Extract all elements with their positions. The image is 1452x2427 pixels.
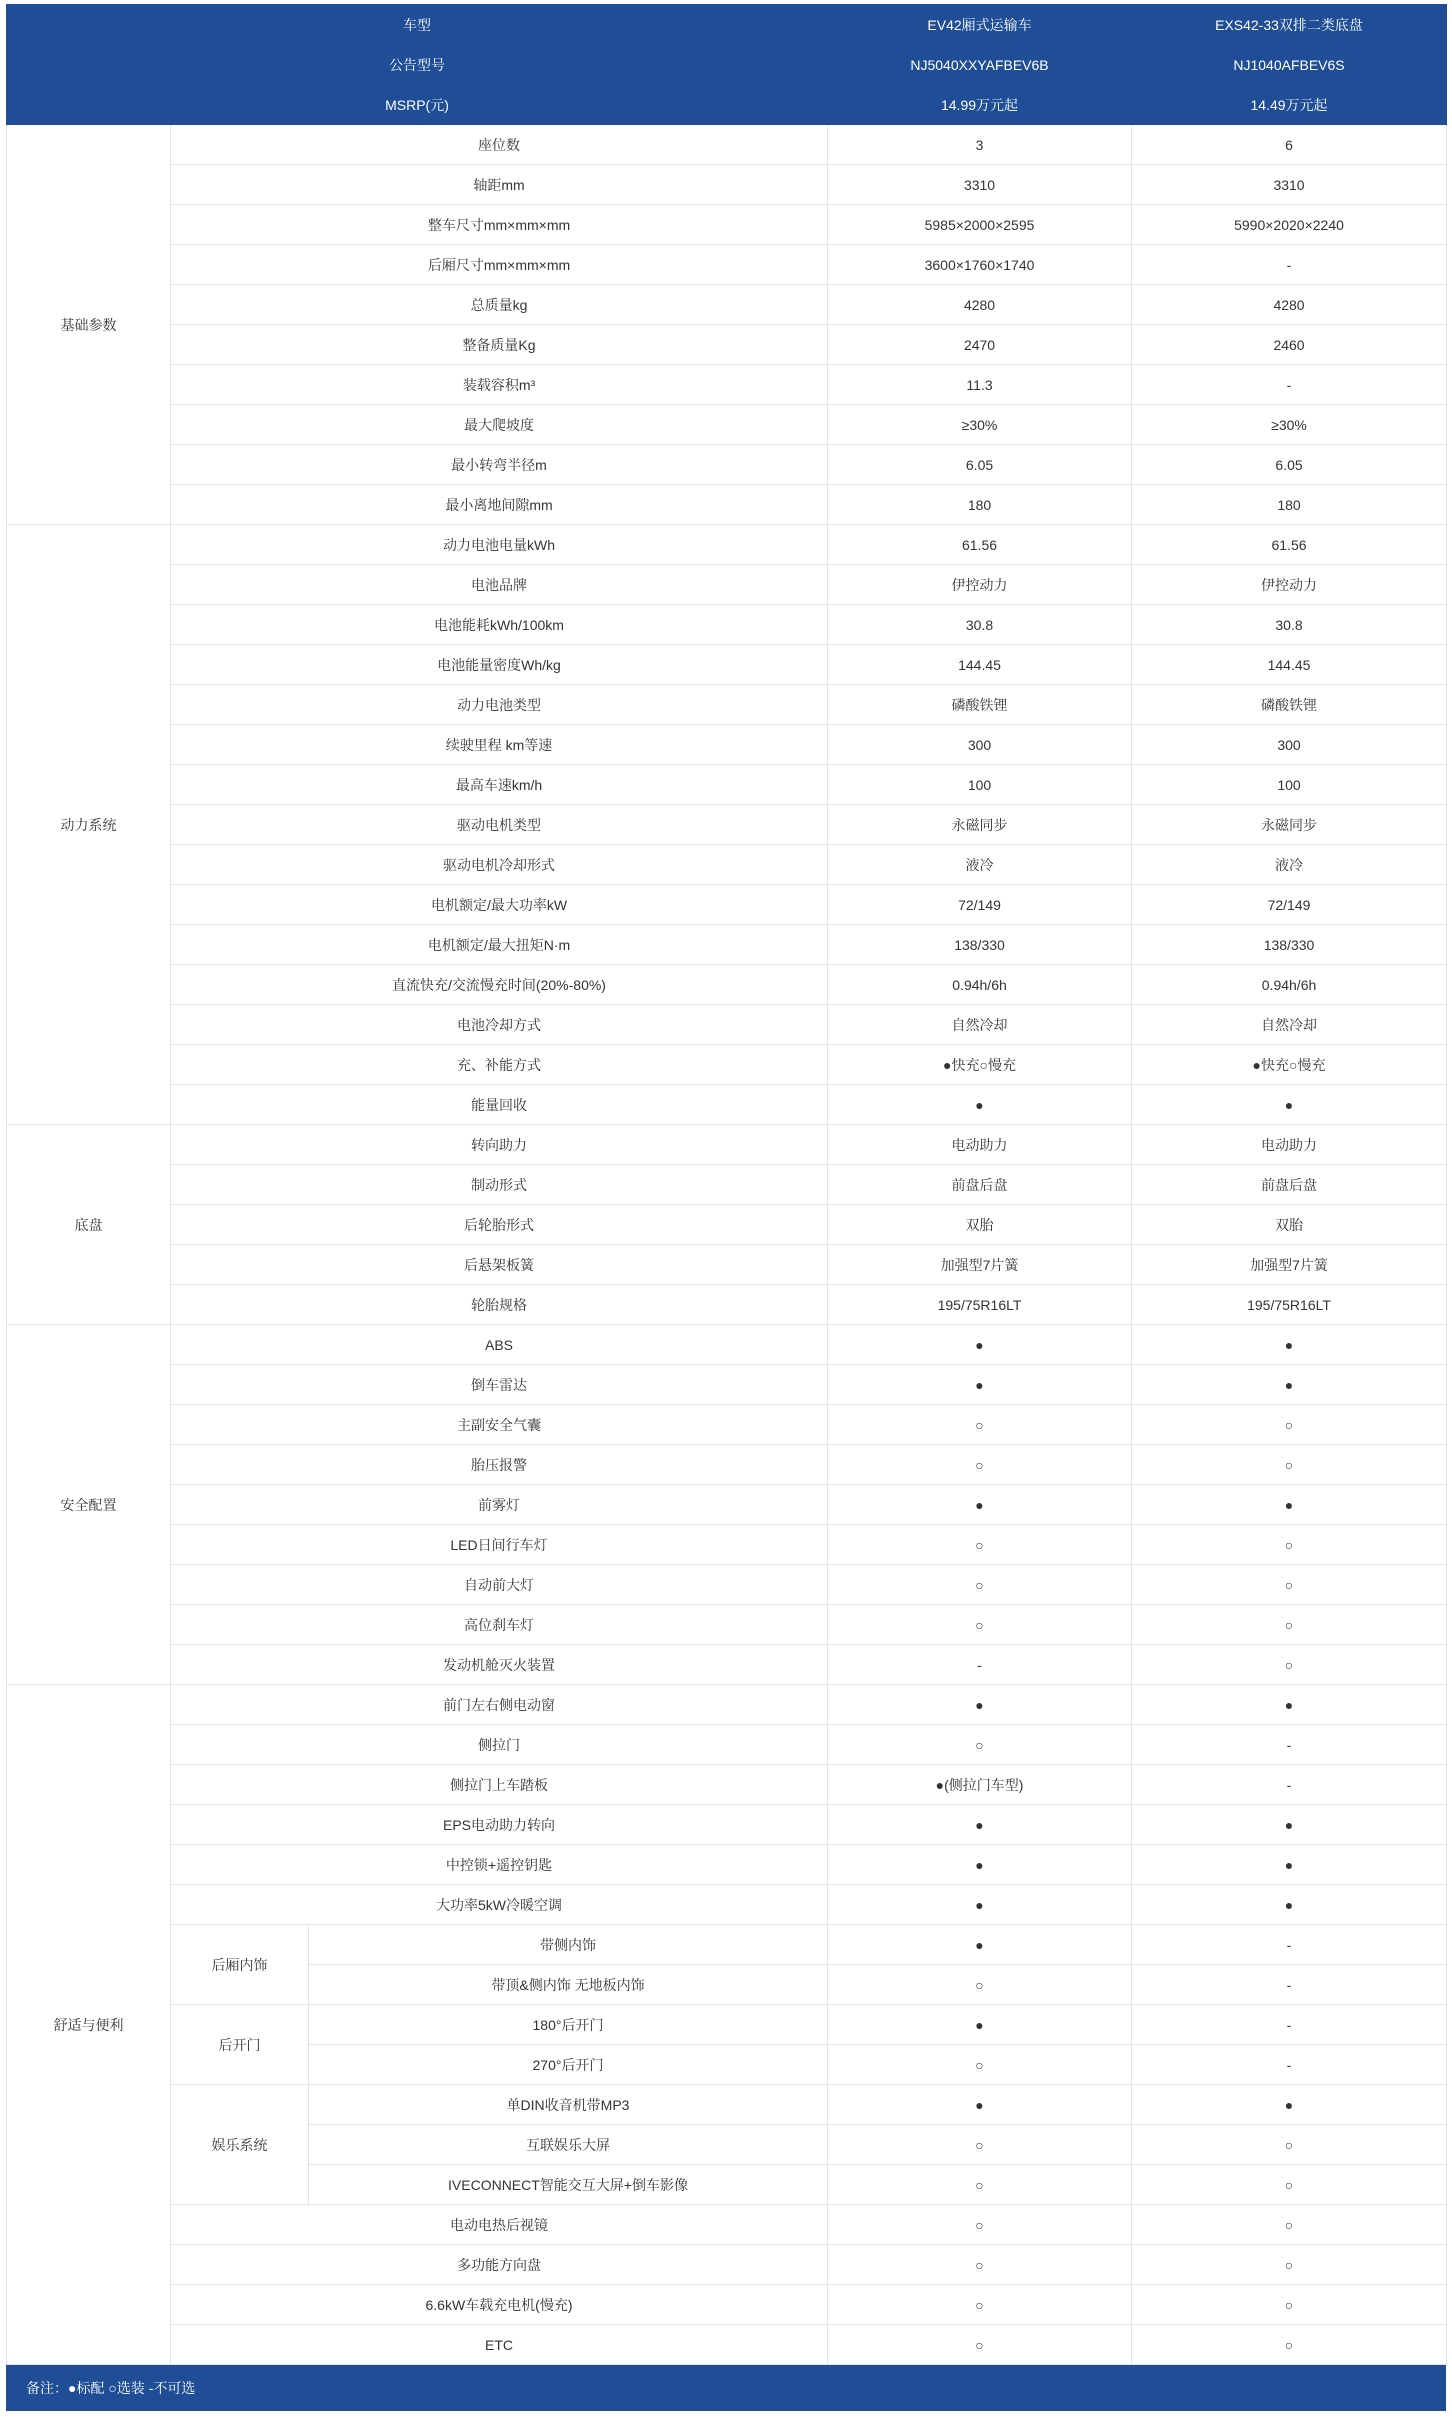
spec-value-model-2: 伊控动力 — [1132, 565, 1447, 605]
table-row — [7, 245, 1447, 285]
table-row — [7, 1205, 1447, 1245]
spec-value-model-2: 永磁同步 — [1132, 805, 1447, 845]
spec-value-model-1: 0.94h/6h — [828, 965, 1132, 1005]
spec-value-model-1: ○ — [828, 1405, 1132, 1445]
spec-value-model-1: 30.8 — [828, 605, 1132, 645]
spec-label: 倒车雷达 — [171, 1365, 828, 1405]
table-row — [7, 2245, 1447, 2285]
spec-value-model-2: ≥30% — [1132, 405, 1447, 445]
spec-label: 总质量kg — [171, 285, 828, 325]
spec-value-model-1: ● — [828, 1485, 1132, 1525]
spec-value-model-1: 伊控动力 — [828, 565, 1132, 605]
spec-value-model-1: ○ — [828, 2045, 1132, 2085]
table-row — [7, 1765, 1447, 1805]
spec-label: 胎压报警 — [171, 1445, 828, 1485]
spec-value-model-1: 2470 — [828, 325, 1132, 365]
spec-value-model-1: ● — [828, 1685, 1132, 1725]
spec-value-model-2: ● — [1132, 1805, 1447, 1845]
table-row — [7, 1685, 1447, 1725]
spec-value-model-1: - — [828, 1645, 1132, 1685]
table-row — [7, 205, 1447, 245]
spec-value-model-2: 双胎 — [1132, 1205, 1447, 1245]
table-row — [7, 1605, 1447, 1645]
spec-value-model-1: 138/330 — [828, 925, 1132, 965]
spec-value-model-1: ○ — [828, 2285, 1132, 2325]
spec-value-model-2: ● — [1132, 1365, 1447, 1405]
spec-value-model-2: ○ — [1132, 1445, 1447, 1485]
table-row — [7, 1645, 1447, 1685]
spec-label: 多功能方向盘 — [171, 2245, 828, 2285]
table-row — [7, 1125, 1447, 1165]
spec-value-model-2: ○ — [1132, 1645, 1447, 1685]
header-model-1: EV42厢式运输车 — [828, 5, 1132, 45]
spec-label: 电池品牌 — [171, 565, 828, 605]
spec-value-model-2: ○ — [1132, 2165, 1447, 2205]
spec-value-model-2: ○ — [1132, 1525, 1447, 1565]
table-row — [7, 325, 1447, 365]
header-row-model — [7, 5, 1447, 45]
spec-value-model-1: 61.56 — [828, 525, 1132, 565]
table-row — [7, 1845, 1447, 1885]
spec-value-model-2: 0.94h/6h — [1132, 965, 1447, 1005]
spec-label: 最高车速km/h — [171, 765, 828, 805]
spec-value-model-2: 144.45 — [1132, 645, 1447, 685]
spec-value-model-2: 138/330 — [1132, 925, 1447, 965]
spec-value-model-2: ● — [1132, 2085, 1447, 2125]
header-label-notice: 公告型号 — [7, 45, 828, 85]
spec-value-model-2: 180 — [1132, 485, 1447, 525]
spec-value-model-1: ● — [828, 1365, 1132, 1405]
spec-label: 电机额定/最大扭矩N·m — [171, 925, 828, 965]
spec-label: 自动前大灯 — [171, 1565, 828, 1605]
spec-value-model-1: ●快充○慢充 — [828, 1045, 1132, 1085]
spec-value-model-2: 72/149 — [1132, 885, 1447, 925]
spec-value-model-2: - — [1132, 245, 1447, 285]
spec-value-model-1: 永磁同步 — [828, 805, 1132, 845]
spec-value-model-2: ● — [1132, 1885, 1447, 1925]
footer-note: 备注：●标配 ○选装 -不可选 — [6, 2365, 1446, 2411]
spec-label: 侧拉门上车踏板 — [171, 1765, 828, 1805]
spec-value-model-1: ○ — [828, 2205, 1132, 2245]
spec-table — [6, 4, 1447, 2365]
table-row — [7, 1565, 1447, 1605]
table-row — [7, 885, 1447, 925]
spec-label: EPS电动助力转向 — [171, 1805, 828, 1845]
spec-label: 侧拉门 — [171, 1725, 828, 1765]
spec-value-model-1: 液冷 — [828, 845, 1132, 885]
spec-value-model-1: 双胎 — [828, 1205, 1132, 1245]
spec-value-model-2: - — [1132, 2045, 1447, 2085]
table-row — [7, 1725, 1447, 1765]
spec-value-model-2: 液冷 — [1132, 845, 1447, 885]
table-row — [7, 2325, 1447, 2365]
spec-label: 180°后开门 — [309, 2005, 828, 2045]
spec-label: 270°后开门 — [309, 2045, 828, 2085]
spec-value-model-1: ○ — [828, 2125, 1132, 2165]
spec-value-model-2: 2460 — [1132, 325, 1447, 365]
header-row-notice — [7, 45, 1447, 85]
subgroup-label: 后厢内饰 — [171, 1925, 309, 2005]
table-row — [7, 845, 1447, 885]
spec-label: 动力电池电量kWh — [171, 525, 828, 565]
table-row — [7, 285, 1447, 325]
header-label-msrp: MSRP(元) — [7, 85, 828, 125]
table-row — [7, 1245, 1447, 1285]
spec-label: 电动电热后视镜 — [171, 2205, 828, 2245]
table-row — [7, 485, 1447, 525]
spec-label: 后悬架板簧 — [171, 1245, 828, 1285]
header-notice-1: NJ5040XXYAFBEV6B — [828, 45, 1132, 85]
header-model-2: EXS42-33双排二类底盘 — [1132, 5, 1447, 45]
table-row — [7, 2085, 1447, 2125]
spec-value-model-1: ● — [828, 1085, 1132, 1125]
spec-table-container — [6, 4, 1446, 2411]
spec-label: 前门左右侧电动窗 — [171, 1685, 828, 1725]
spec-value-model-1: ○ — [828, 1525, 1132, 1565]
table-row — [7, 805, 1447, 845]
spec-value-model-2: 6.05 — [1132, 445, 1447, 485]
spec-label: IVECONNECT智能交互大屏+倒车影像 — [309, 2165, 828, 2205]
table-row — [7, 1085, 1447, 1125]
spec-value-model-2: 300 — [1132, 725, 1447, 765]
spec-value-model-2: 30.8 — [1132, 605, 1447, 645]
spec-value-model-1: 3600×1760×1740 — [828, 245, 1132, 285]
spec-value-model-1: ●(侧拉门车型) — [828, 1765, 1132, 1805]
table-row — [7, 1925, 1447, 1965]
spec-label: ETC — [171, 2325, 828, 2365]
spec-label: 后轮胎形式 — [171, 1205, 828, 1245]
spec-value-model-2: 100 — [1132, 765, 1447, 805]
spec-value-model-1: ● — [828, 1325, 1132, 1365]
header-msrp-1: 14.99万元起 — [828, 85, 1132, 125]
spec-value-model-2: 6 — [1132, 125, 1447, 165]
spec-label: 中控锁+遥控钥匙 — [171, 1845, 828, 1885]
header-row-msrp — [7, 85, 1447, 125]
table-row — [7, 445, 1447, 485]
spec-value-model-1: 195/75R16LT — [828, 1285, 1132, 1325]
table-row — [7, 125, 1447, 165]
spec-value-model-1: 电动助力 — [828, 1125, 1132, 1165]
spec-value-model-1: 磷酸铁锂 — [828, 685, 1132, 725]
spec-value-model-1: 72/149 — [828, 885, 1132, 925]
spec-value-model-2: - — [1132, 1925, 1447, 1965]
spec-label: 前雾灯 — [171, 1485, 828, 1525]
spec-value-model-1: ○ — [828, 2325, 1132, 2365]
spec-value-model-1: 加强型7片簧 — [828, 1245, 1132, 1285]
spec-value-model-2: - — [1132, 1965, 1447, 2005]
spec-value-model-1: 11.3 — [828, 365, 1132, 405]
spec-label: 电池能耗kWh/100km — [171, 605, 828, 645]
spec-value-model-2: 电动助力 — [1132, 1125, 1447, 1165]
table-row — [7, 165, 1447, 205]
spec-value-model-1: ● — [828, 1805, 1132, 1845]
table-row — [7, 765, 1447, 805]
spec-label: 带侧内饰 — [309, 1925, 828, 1965]
spec-value-model-2: 3310 — [1132, 165, 1447, 205]
spec-value-model-2: 加强型7片簧 — [1132, 1245, 1447, 1285]
table-row — [7, 1885, 1447, 1925]
spec-value-model-2: ○ — [1132, 2245, 1447, 2285]
table-row — [7, 925, 1447, 965]
spec-label: 电机额定/最大功率kW — [171, 885, 828, 925]
section-label: 舒适与便利 — [7, 1685, 171, 2365]
spec-value-model-1: 100 — [828, 765, 1132, 805]
spec-value-model-1: 前盘后盘 — [828, 1165, 1132, 1205]
spec-value-model-1: 5985×2000×2595 — [828, 205, 1132, 245]
spec-value-model-1: 3310 — [828, 165, 1132, 205]
spec-label: 整备质量Kg — [171, 325, 828, 365]
spec-value-model-2: 195/75R16LT — [1132, 1285, 1447, 1325]
section-label: 底盘 — [7, 1125, 171, 1325]
table-row — [7, 685, 1447, 725]
spec-value-model-2: ○ — [1132, 2325, 1447, 2365]
table-row — [7, 405, 1447, 445]
spec-label: 发动机舱灭火装置 — [171, 1645, 828, 1685]
table-row — [7, 2005, 1447, 2045]
table-row — [7, 1405, 1447, 1445]
spec-value-model-1: ● — [828, 1885, 1132, 1925]
spec-label: 直流快充/交流慢充时间(20%-80%) — [171, 965, 828, 1005]
spec-value-model-2: 前盘后盘 — [1132, 1165, 1447, 1205]
spec-label: 转向助力 — [171, 1125, 828, 1165]
spec-value-model-2: - — [1132, 1725, 1447, 1765]
subgroup-label: 娱乐系统 — [171, 2085, 309, 2205]
spec-value-model-2: ○ — [1132, 1405, 1447, 1445]
spec-value-model-1: 自然冷却 — [828, 1005, 1132, 1045]
table-row — [7, 1805, 1447, 1845]
header-notice-2: NJ1040AFBEV6S — [1132, 45, 1447, 85]
spec-value-model-2: ○ — [1132, 1605, 1447, 1645]
spec-label: 能量回收 — [171, 1085, 828, 1125]
spec-value-model-1: ● — [828, 1845, 1132, 1885]
table-row — [7, 1365, 1447, 1405]
spec-label: 带顶&侧内饰 无地板内饰 — [309, 1965, 828, 2005]
spec-table-body — [7, 5, 1447, 2365]
table-row — [7, 2285, 1447, 2325]
spec-label: 装载容积m³ — [171, 365, 828, 405]
table-row — [7, 605, 1447, 645]
spec-value-model-1: ≥30% — [828, 405, 1132, 445]
section-label: 基础参数 — [7, 125, 171, 525]
spec-value-model-1: 300 — [828, 725, 1132, 765]
spec-value-model-1: ● — [828, 2085, 1132, 2125]
spec-label: 制动形式 — [171, 1165, 828, 1205]
spec-value-model-1: 3 — [828, 125, 1132, 165]
spec-value-model-1: 180 — [828, 485, 1132, 525]
spec-value-model-2: ● — [1132, 1685, 1447, 1725]
spec-value-model-1: ○ — [828, 1605, 1132, 1645]
spec-value-model-2: - — [1132, 1765, 1447, 1805]
section-label: 安全配置 — [7, 1325, 171, 1685]
table-row — [7, 645, 1447, 685]
spec-value-model-1: ○ — [828, 2245, 1132, 2285]
spec-label: 轴距mm — [171, 165, 828, 205]
table-row — [7, 565, 1447, 605]
spec-value-model-2: ○ — [1132, 2285, 1447, 2325]
spec-value-model-2: - — [1132, 2005, 1447, 2045]
spec-value-model-2: ●快充○慢充 — [1132, 1045, 1447, 1085]
spec-label: 驱动电机冷却形式 — [171, 845, 828, 885]
spec-label: 大功率5kW冷暖空调 — [171, 1885, 828, 1925]
spec-value-model-2: ● — [1132, 1085, 1447, 1125]
spec-value-model-2: 61.56 — [1132, 525, 1447, 565]
spec-label: 单DIN收音机带MP3 — [309, 2085, 828, 2125]
table-row — [7, 1325, 1447, 1365]
table-row — [7, 1285, 1447, 1325]
spec-value-model-2: ● — [1132, 1485, 1447, 1525]
table-row — [7, 965, 1447, 1005]
subgroup-label: 后开门 — [171, 2005, 309, 2085]
table-row — [7, 365, 1447, 405]
spec-label: 续驶里程 km等速 — [171, 725, 828, 765]
spec-label: 最小离地间隙mm — [171, 485, 828, 525]
spec-value-model-1: 6.05 — [828, 445, 1132, 485]
spec-value-model-2: ○ — [1132, 1565, 1447, 1605]
spec-value-model-1: ● — [828, 1925, 1132, 1965]
spec-label: LED日间行车灯 — [171, 1525, 828, 1565]
spec-value-model-2: ○ — [1132, 2205, 1447, 2245]
spec-value-model-2: ○ — [1132, 2125, 1447, 2165]
spec-label: 互联娱乐大屏 — [309, 2125, 828, 2165]
table-row — [7, 1445, 1447, 1485]
spec-label: 电池能量密度Wh/kg — [171, 645, 828, 685]
table-row — [7, 1005, 1447, 1045]
spec-value-model-1: 4280 — [828, 285, 1132, 325]
spec-value-model-2: 磷酸铁锂 — [1132, 685, 1447, 725]
spec-label: 轮胎规格 — [171, 1285, 828, 1325]
spec-value-model-1: ○ — [828, 1445, 1132, 1485]
spec-value-model-2: ● — [1132, 1325, 1447, 1365]
table-row — [7, 1485, 1447, 1525]
spec-value-model-1: ○ — [828, 2165, 1132, 2205]
table-row — [7, 725, 1447, 765]
spec-label: 6.6kW车载充电机(慢充) — [171, 2285, 828, 2325]
header-label-model: 车型 — [7, 5, 828, 45]
spec-value-model-2: ● — [1132, 1845, 1447, 1885]
table-row — [7, 1165, 1447, 1205]
spec-value-model-1: ○ — [828, 1725, 1132, 1765]
spec-value-model-2: 4280 — [1132, 285, 1447, 325]
table-row — [7, 1525, 1447, 1565]
spec-label: 最大爬坡度 — [171, 405, 828, 445]
spec-label: 后厢尺寸mm×mm×mm — [171, 245, 828, 285]
spec-label: 驱动电机类型 — [171, 805, 828, 845]
spec-label: ABS — [171, 1325, 828, 1365]
spec-value-model-1: ○ — [828, 1565, 1132, 1605]
spec-value-model-2: 5990×2020×2240 — [1132, 205, 1447, 245]
spec-label: 高位刹车灯 — [171, 1605, 828, 1645]
table-row — [7, 525, 1447, 565]
spec-value-model-1: ● — [828, 2005, 1132, 2045]
table-row — [7, 2205, 1447, 2245]
spec-label: 最小转弯半径m — [171, 445, 828, 485]
spec-value-model-1: ○ — [828, 1965, 1132, 2005]
spec-value-model-1: 144.45 — [828, 645, 1132, 685]
spec-label: 主副安全气囊 — [171, 1405, 828, 1445]
spec-label: 整车尺寸mm×mm×mm — [171, 205, 828, 245]
table-row — [7, 1045, 1447, 1085]
spec-label: 电池冷却方式 — [171, 1005, 828, 1045]
spec-value-model-2: - — [1132, 365, 1447, 405]
spec-label: 座位数 — [171, 125, 828, 165]
spec-label: 充、补能方式 — [171, 1045, 828, 1085]
spec-value-model-2: 自然冷却 — [1132, 1005, 1447, 1045]
header-msrp-2: 14.49万元起 — [1132, 85, 1447, 125]
section-label: 动力系统 — [7, 525, 171, 1125]
spec-label: 动力电池类型 — [171, 685, 828, 725]
